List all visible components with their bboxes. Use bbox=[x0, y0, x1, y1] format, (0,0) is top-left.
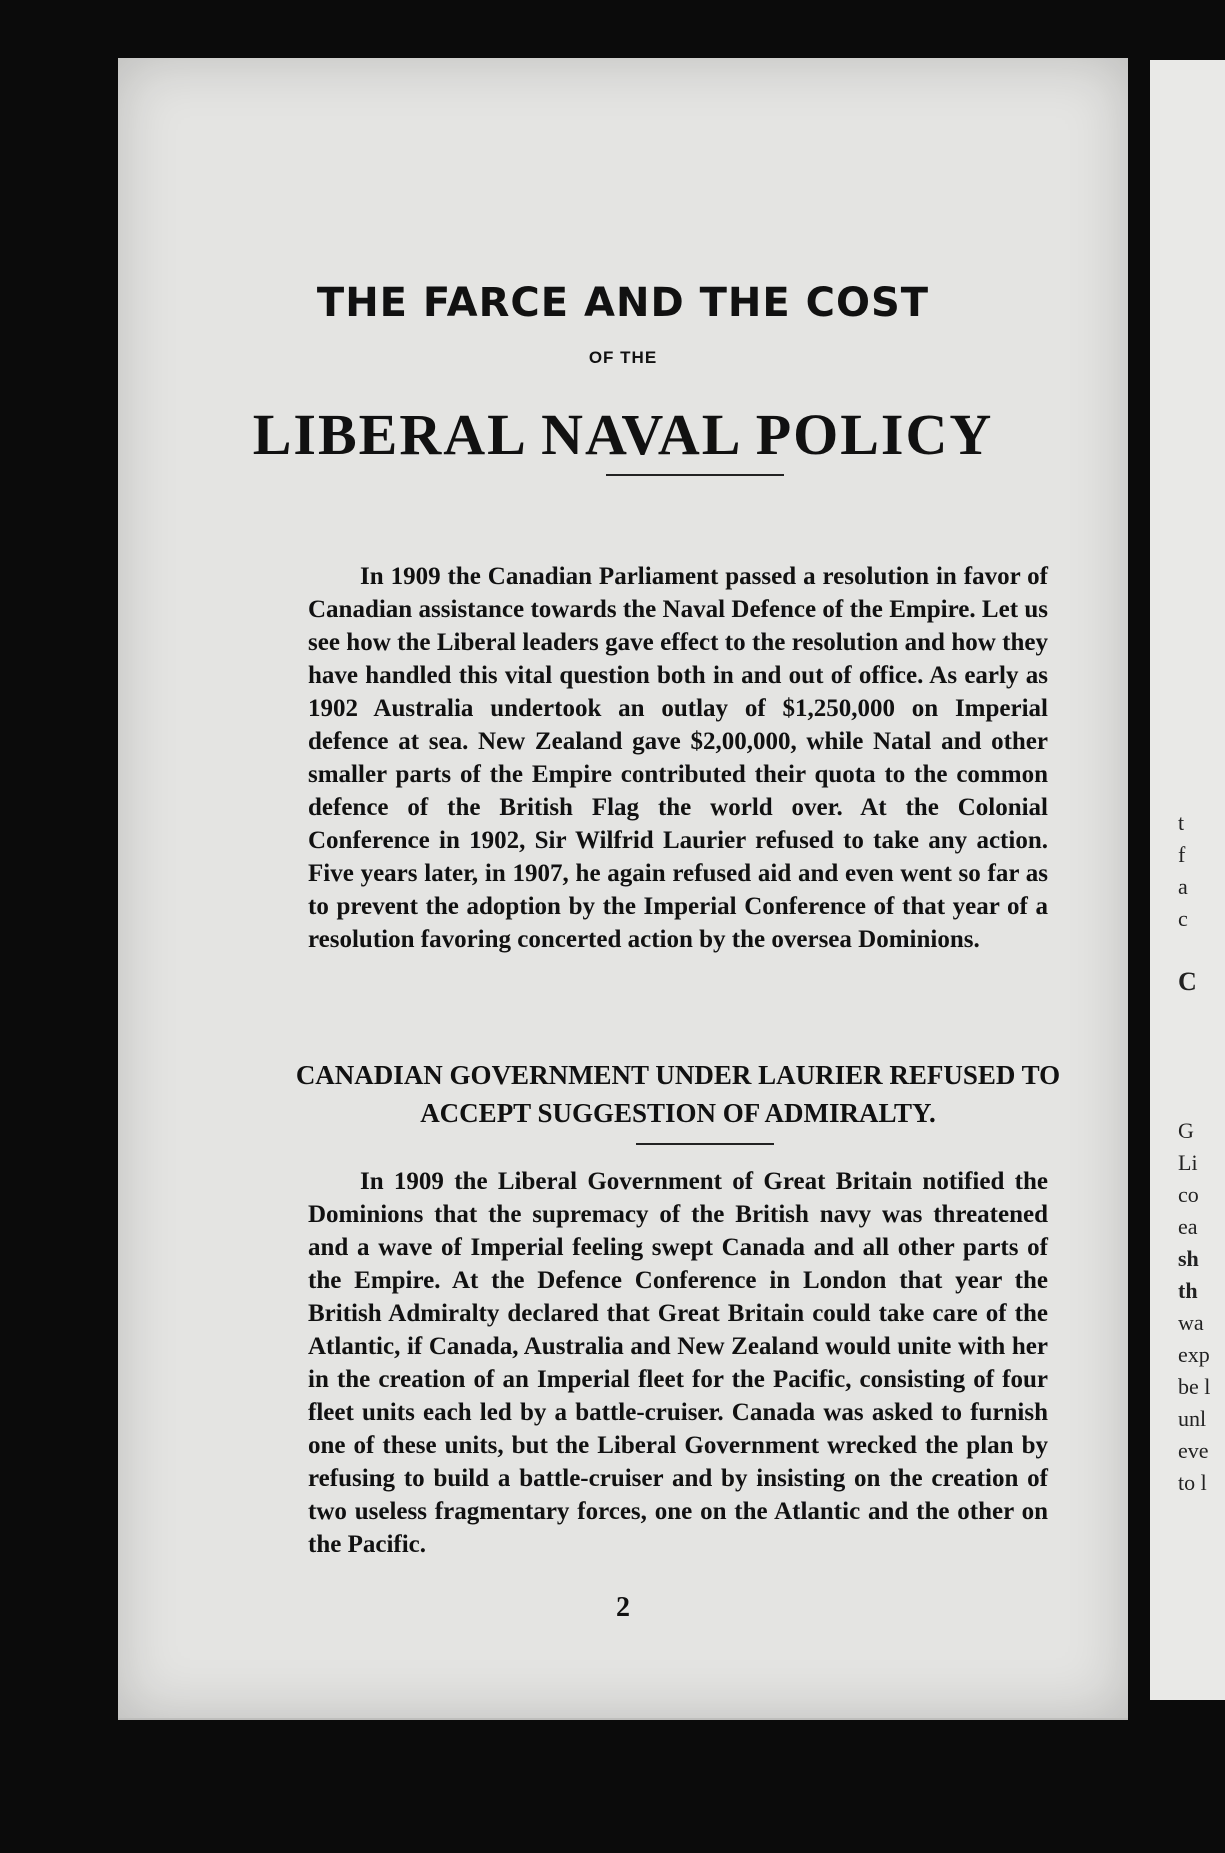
facing-page bbox=[1150, 60, 1225, 1700]
facing-page-fragment: G bbox=[1178, 1118, 1194, 1143]
paragraph-2: In 1909 the Liberal Government of Great Britain notified the Dominions that the supremacy of the British navy was threatened and a wave of Imperial feeling swept Canada and all other parts of the Empire. At the Defence Conference in London that year the British Admiralty declared that Great Britain could take care of the Atlantic, if Canada, Australia and New Zealand would unite with her in the creation of an Imperial fleet for the Pacific, consisting of four fleet units each led by a battle-cruiser. Canada was asked to furnish one of these units, but the Liberal Government wrecked the plan by refusing to build a battle-cruiser and by insisting on the creation of two useless fragmentary forces, one on the Atlantic and the other on the Pacific. bbox=[308, 1168, 1048, 1558]
title-line-2: OF THE bbox=[588, 348, 658, 367]
facing-page-fragment: c bbox=[1178, 906, 1188, 931]
facing-page-fragment: f bbox=[1178, 842, 1186, 867]
facing-page-fragment: be l bbox=[1178, 1374, 1211, 1399]
facing-page-fragment: eve bbox=[1178, 1438, 1209, 1463]
facing-page-fragment: wa bbox=[1178, 1310, 1204, 1335]
facing-page-fragment: unl bbox=[1178, 1406, 1207, 1431]
facing-page-fragment: C bbox=[1178, 967, 1197, 996]
section-divider bbox=[636, 1143, 774, 1145]
facing-page-fragment: th bbox=[1178, 1278, 1198, 1303]
document-page bbox=[118, 58, 1128, 1718]
paragraph-1: In 1909 the Canadian Parliament passed a resolution in favor of Canadian assistance towards the Naval Defence of the Empire. Let us see how the Liberal leaders gave effect to the resolution and how they have handled this vital question both in and out of office. As early as 1902 Australia undertook an outlay of $1,250,000 on Imperial defence at sea. New Zealand gave $2,00,000, while Natal and other smaller parts of the Empire contributed their quota to the common defence of the British Flag the world over. At the Colonial Conference in 1902, Sir Wilfrid Laurier refused to take any action. Five years later, in 1907, he again refused aid and even went so far as to prevent the adoption by the Imperial Conference of that year of a resolution favoring concerted action by the oversea Dominions. bbox=[308, 563, 1048, 953]
facing-page-fragment: t bbox=[1178, 810, 1185, 835]
facing-page-fragment: exp bbox=[1178, 1342, 1210, 1367]
title-divider bbox=[606, 474, 784, 476]
facing-page-fragment: a bbox=[1178, 874, 1188, 899]
facing-page-fragment: to l bbox=[1178, 1470, 1207, 1495]
facing-page-fragment: ea bbox=[1178, 1214, 1198, 1239]
facing-page-fragment: co bbox=[1178, 1182, 1199, 1207]
section-subheading: CANADIAN GOVERNMENT UNDER LAURIER REFUSED TO ACCEPT SUGGESTION OF ADMIRALTY. bbox=[295, 1060, 1061, 1128]
facing-page-fragment: sh bbox=[1178, 1246, 1199, 1271]
title-line-3: LIBERAL NAVAL POLICY bbox=[252, 402, 994, 467]
title-line-1: THE FARCE AND THE COST bbox=[316, 280, 930, 326]
page-number: 2 bbox=[616, 1592, 630, 1623]
facing-page-fragment: Li bbox=[1178, 1150, 1198, 1175]
